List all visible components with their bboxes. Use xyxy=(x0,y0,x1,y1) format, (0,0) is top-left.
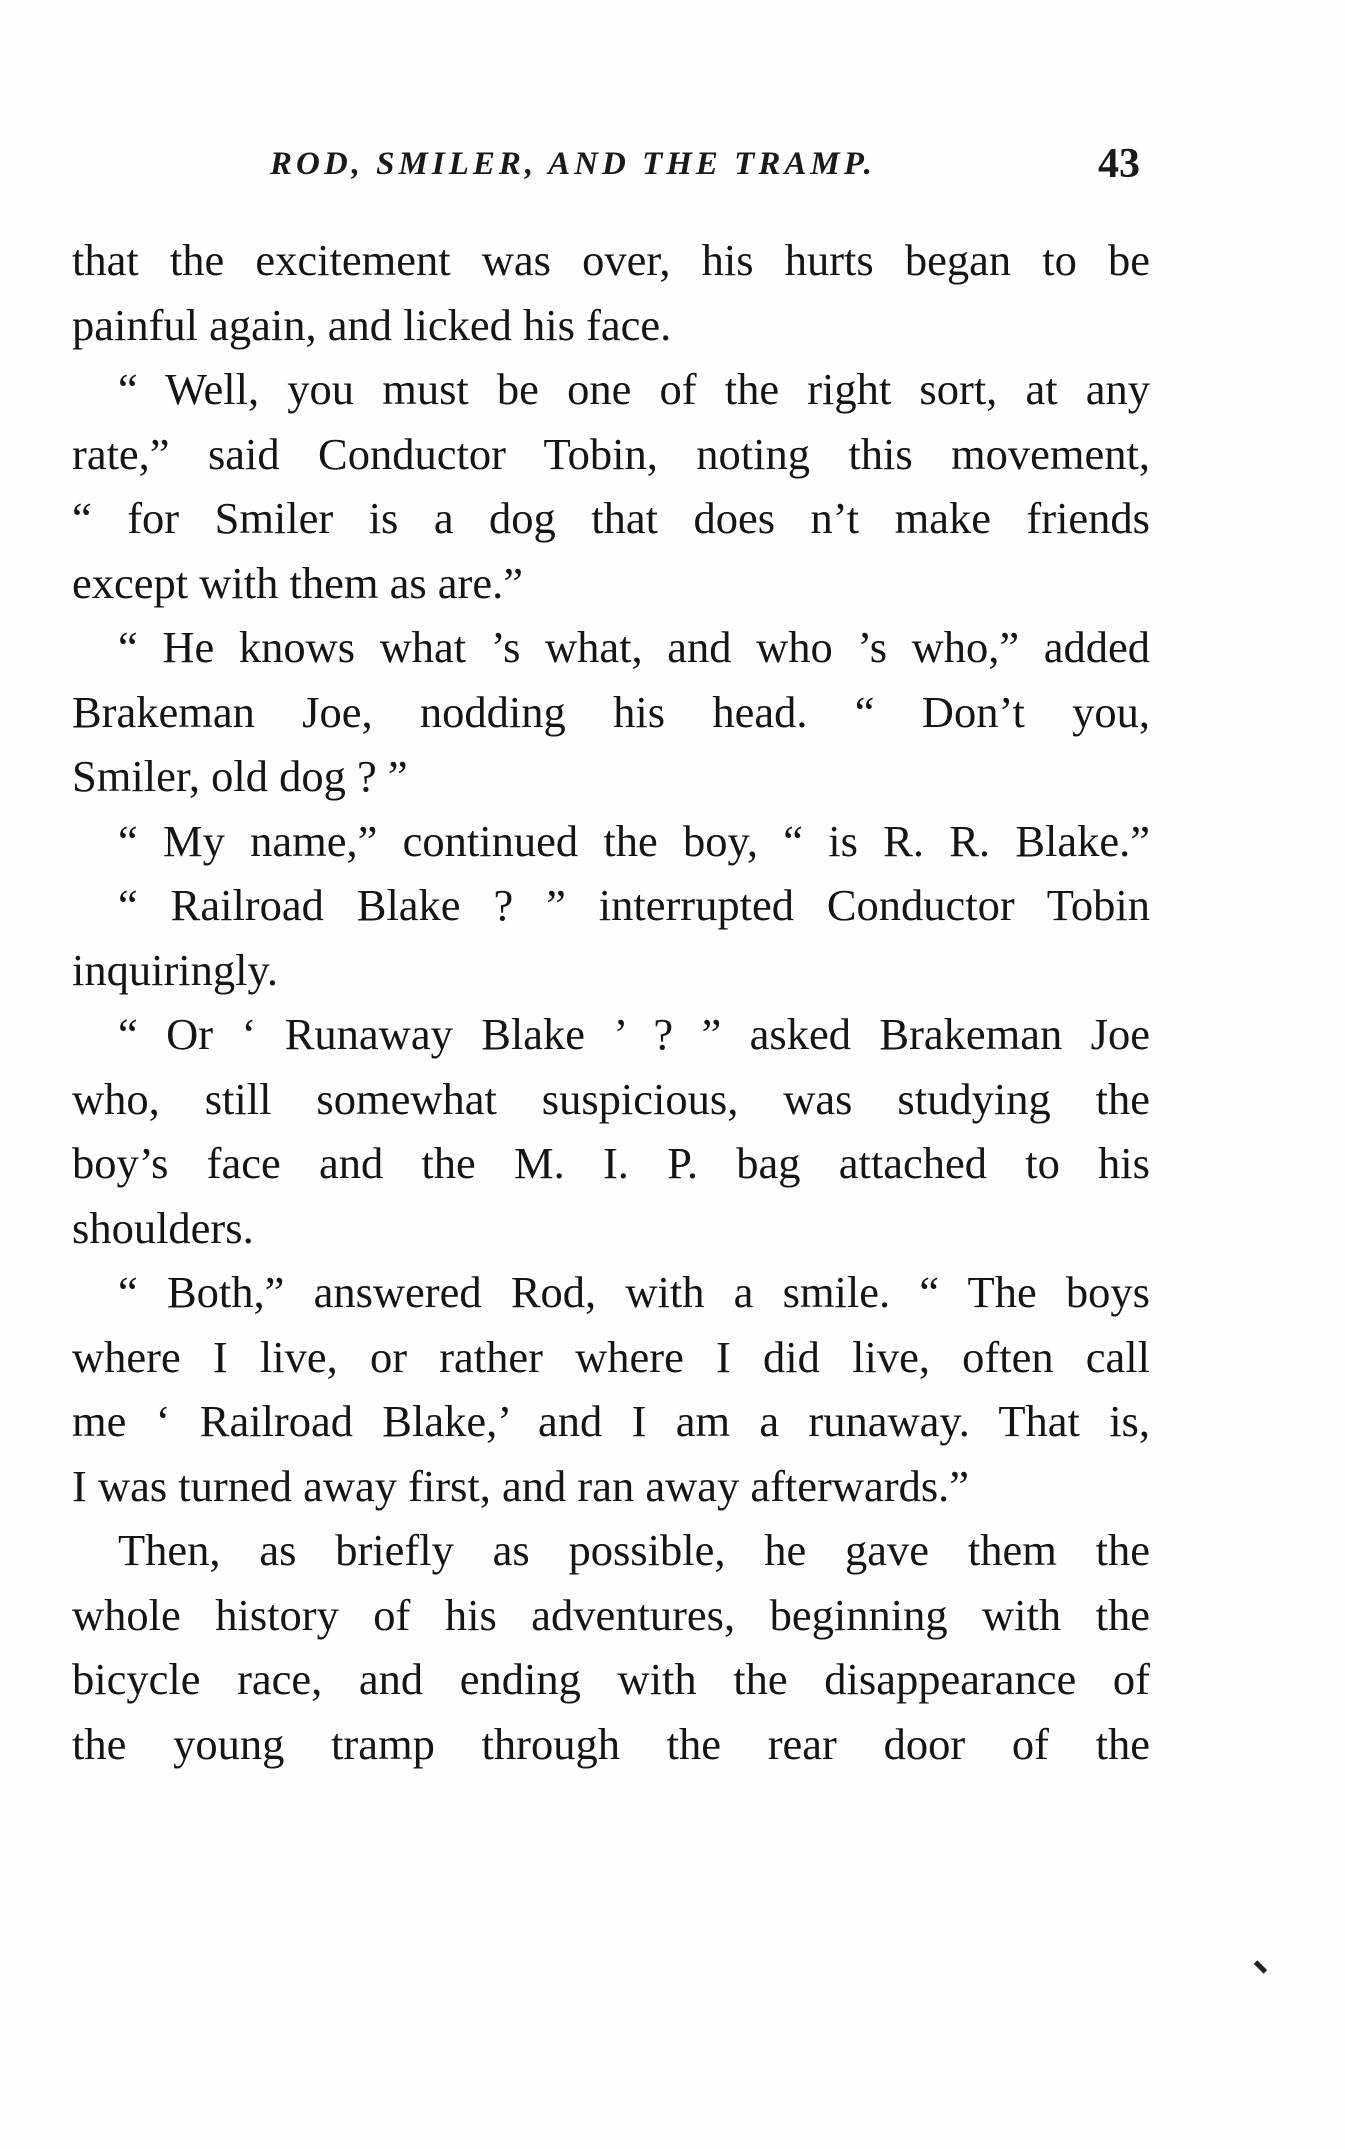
text-line: who, still somewhat suspicious, was studying the xyxy=(72,1073,1150,1124)
text-line: I was turned away first, and ran away afterwards.” xyxy=(72,1460,970,1511)
page-number: 43 xyxy=(1098,141,1140,187)
text-line: boy’s face and the M. I. P. bag attached to his xyxy=(72,1138,1150,1188)
text-line: bicycle race, and ending with the disappearance of xyxy=(72,1654,1150,1704)
text-line: “ He knows what ’s what, and who ’s who,” added xyxy=(118,622,1150,672)
text-line: shoulders. xyxy=(72,1202,254,1253)
text-line: except with them as are.” xyxy=(72,557,523,608)
text-line: Brakeman Joe, nodding his head. “ Don’t you, xyxy=(72,686,1150,737)
text-line: “ My name,” continued the boy, “ is R. R. Blake.” xyxy=(118,815,1150,866)
text-line: where I live, or rather where I did live, often call xyxy=(72,1331,1150,1382)
text-line: rate,” said Conductor Tobin, noting this movement, xyxy=(72,428,1150,479)
text-line: whole history of his adventures, beginning with the xyxy=(72,1589,1150,1640)
text-line: “ Both,” answered Rod, with a smile. “ The boys xyxy=(118,1267,1150,1317)
text-line: inquiringly. xyxy=(72,944,279,995)
text-line: “ Railroad Blake ? ” interrupted Conductor Tobin xyxy=(118,880,1150,930)
running-head-title: ROD, SMILER, AND THE TRAMP. xyxy=(270,146,876,182)
ink-speck xyxy=(1254,1960,1267,1973)
text-line: “ Well, you must be one of the right sort, at any xyxy=(118,364,1150,414)
text-line: painful again, and licked his face. xyxy=(72,299,672,350)
text-line: “ Or ‘ Runaway Blake ’ ? ” asked Brakeman Joe xyxy=(118,1009,1150,1059)
body-text xyxy=(72,228,1150,1776)
text-line: me ‘ Railroad Blake,’ and I am a runaway. That is, xyxy=(72,1396,1150,1446)
text-line: Then, as briefly as possible, he gave them the xyxy=(118,1525,1150,1575)
text-line: “ for Smiler is a dog that does n’t make friends xyxy=(72,493,1150,543)
text-line: the young tramp through the rear door of the xyxy=(72,1718,1150,1769)
text-line: Smiler, old dog ? ” xyxy=(72,751,408,801)
running-head xyxy=(0,140,1345,200)
text-line: that the excitement was over, his hurts began to be xyxy=(72,235,1150,285)
